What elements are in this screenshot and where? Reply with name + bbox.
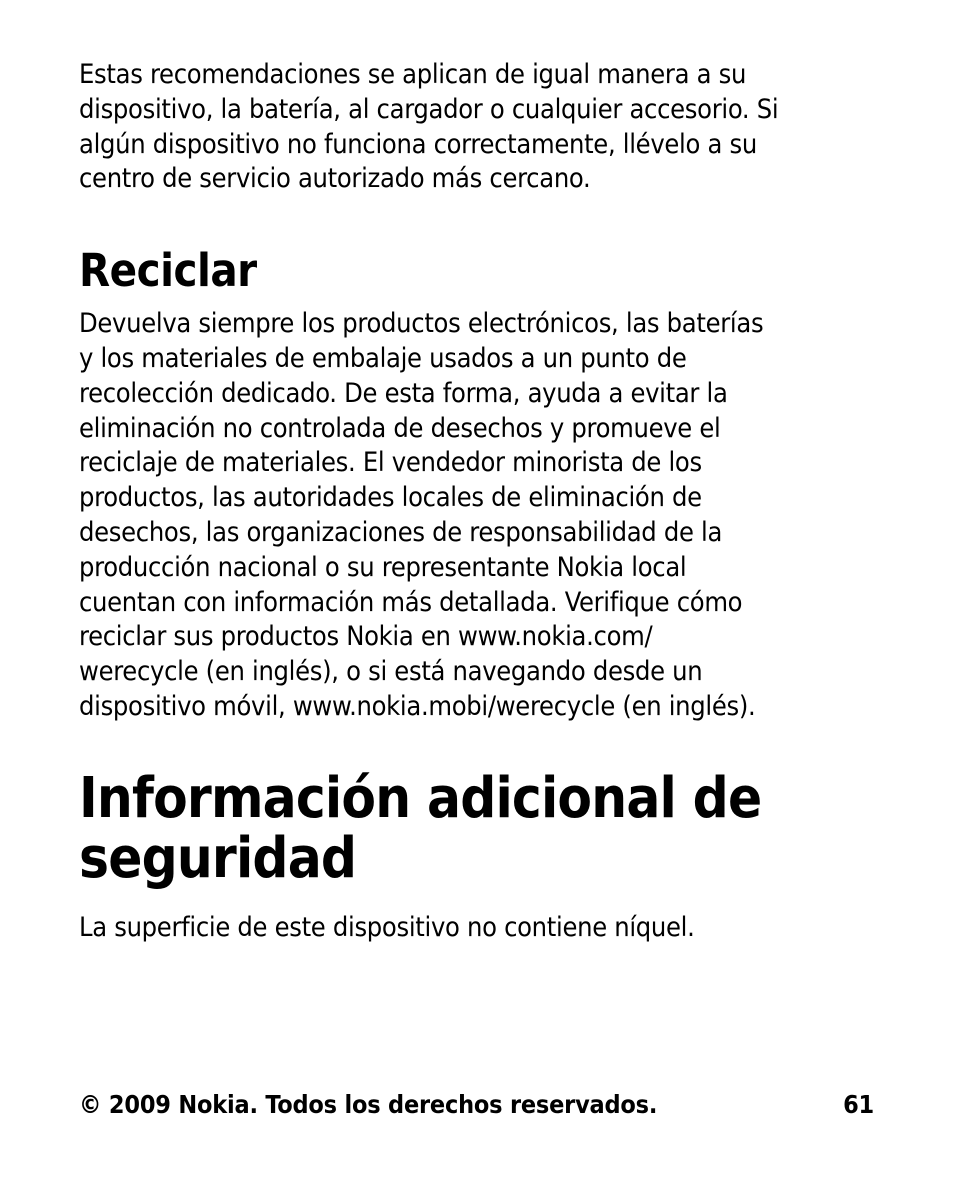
page-number: 61	[843, 1090, 874, 1119]
page-content	[79, 58, 879, 946]
safety-heading: Información adicional de seguridad	[79, 765, 762, 891]
recycle-paragraph: Devuelva siempre los productos electrónicos, las baterías y los materiales de embalaje usados a un punto de recolección dedicado. De esta forma, ayuda a evitar la eliminación no controlada de desechos y promueve el reciclaje de materiales. El vendedor minorista de los productos, las autoridades locales de eliminación de desechos, las organizaciones de responsabilidad de la producción nacional o su representante Nokia local cuentan con información más detallada. Verifique cómo reciclar sus productos Nokia en www.nokia.com/ werecycle (en inglés), o si está navegando desde un dispositivo móvil, www.nokia.mobi/werecycle (en inglés).	[79, 308, 764, 722]
recycle-heading: Reciclar	[79, 244, 257, 298]
safety-paragraph: La superficie de este dispositivo no contiene níquel.	[79, 911, 695, 943]
copyright-notice: © 2009 Nokia. Todos los derechos reservados.	[79, 1090, 658, 1119]
intro-paragraph: Estas recomendaciones se aplican de igual manera a su dispositivo, la batería, al cargador o cualquier accesorio. Si algún dispositivo no funciona correctamente, llévelo a su centro de servicio autorizado más cercano.	[79, 59, 779, 195]
page-footer	[79, 1088, 874, 1122]
